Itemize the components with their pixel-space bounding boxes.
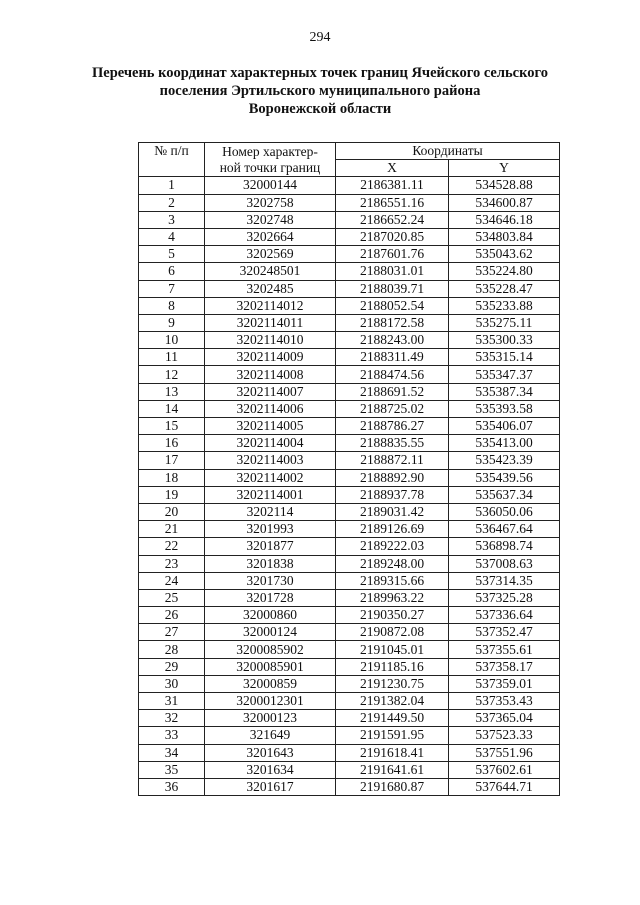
row-number-cell: 4 [139, 228, 205, 245]
row-number-cell: 34 [139, 744, 205, 761]
y-coordinate-cell: 537365.04 [449, 710, 560, 727]
header-point-line-1: Номер характер- [222, 143, 318, 159]
row-number-cell: 26 [139, 607, 205, 624]
x-coordinate-cell: 2189031.42 [336, 503, 449, 520]
table-row [139, 572, 560, 589]
row-number-cell: 33 [139, 727, 205, 744]
y-coordinate-cell: 537644.71 [449, 778, 560, 795]
page-number: 294 [309, 30, 331, 45]
row-number-cell: 10 [139, 332, 205, 349]
point-number-cell: 32000124 [205, 624, 336, 641]
point-number-cell: 320248501 [205, 263, 336, 280]
table-row [139, 555, 560, 572]
header-y: Y [449, 160, 560, 177]
point-number-cell: 3202114005 [205, 418, 336, 435]
row-number-cell: 13 [139, 383, 205, 400]
point-number-cell: 32000123 [205, 710, 336, 727]
header-row-number: № п/п [139, 143, 205, 177]
point-number-cell: 3201617 [205, 778, 336, 795]
x-coordinate-cell: 2191185.16 [336, 658, 449, 675]
x-coordinate-cell: 2186652.24 [336, 211, 449, 228]
row-number-cell: 15 [139, 418, 205, 435]
x-coordinate-cell: 2191680.87 [336, 778, 449, 795]
x-coordinate-cell: 2191641.61 [336, 761, 449, 778]
y-coordinate-cell: 535406.07 [449, 418, 560, 435]
table-row [139, 349, 560, 366]
x-coordinate-cell: 2189248.00 [336, 555, 449, 572]
point-number-cell: 32000144 [205, 177, 336, 194]
table-row [139, 538, 560, 555]
point-number-cell: 3202114008 [205, 366, 336, 383]
y-coordinate-cell: 534803.84 [449, 228, 560, 245]
row-number-cell: 3 [139, 211, 205, 228]
title-line-2: поселения Эртильского муниципального района [159, 83, 481, 99]
point-number-cell: 3201993 [205, 521, 336, 538]
header-coordinates: Координаты [336, 143, 560, 160]
y-coordinate-cell: 537355.61 [449, 641, 560, 658]
x-coordinate-cell: 2188872.11 [336, 452, 449, 469]
table-row [139, 366, 560, 383]
y-coordinate-cell: 535228.47 [449, 280, 560, 297]
row-number-cell: 22 [139, 538, 205, 555]
table-row [139, 194, 560, 211]
x-coordinate-cell: 2189315.66 [336, 572, 449, 589]
table-row [139, 400, 560, 417]
point-number-cell: 3202485 [205, 280, 336, 297]
x-coordinate-cell: 2187020.85 [336, 228, 449, 245]
point-number-cell: 3202114007 [205, 383, 336, 400]
table-row [139, 624, 560, 641]
y-coordinate-cell: 537314.35 [449, 572, 560, 589]
row-number-cell: 21 [139, 521, 205, 538]
point-number-cell: 3202114 [205, 503, 336, 520]
point-number-cell: 3201728 [205, 589, 336, 606]
y-coordinate-cell: 535439.56 [449, 469, 560, 486]
y-coordinate-cell: 535387.34 [449, 383, 560, 400]
table-row [139, 383, 560, 400]
y-coordinate-cell: 534528.88 [449, 177, 560, 194]
row-number-cell: 12 [139, 366, 205, 383]
point-number-cell: 3201643 [205, 744, 336, 761]
x-coordinate-cell: 2191618.41 [336, 744, 449, 761]
y-coordinate-cell: 536050.06 [449, 503, 560, 520]
table-row [139, 435, 560, 452]
row-number-cell: 30 [139, 675, 205, 692]
x-coordinate-cell: 2191230.75 [336, 675, 449, 692]
x-coordinate-cell: 2191591.95 [336, 727, 449, 744]
y-coordinate-cell: 535423.39 [449, 452, 560, 469]
y-coordinate-cell: 535413.00 [449, 435, 560, 452]
x-coordinate-cell: 2188725.02 [336, 400, 449, 417]
table-row [139, 263, 560, 280]
row-number-cell: 20 [139, 503, 205, 520]
y-coordinate-cell: 537523.33 [449, 727, 560, 744]
table-row [139, 744, 560, 761]
y-coordinate-cell: 537352.47 [449, 624, 560, 641]
row-number-cell: 17 [139, 452, 205, 469]
x-coordinate-cell: 2191382.04 [336, 693, 449, 710]
table-row [139, 641, 560, 658]
x-coordinate-cell: 2186551.16 [336, 194, 449, 211]
x-coordinate-cell: 2186381.11 [336, 177, 449, 194]
row-number-cell: 1 [139, 177, 205, 194]
row-number-cell: 19 [139, 486, 205, 503]
x-coordinate-cell: 2188937.78 [336, 486, 449, 503]
point-number-cell: 3202114004 [205, 435, 336, 452]
table-row [139, 246, 560, 263]
table-row [139, 418, 560, 435]
point-number-cell: 3202114006 [205, 400, 336, 417]
row-number-cell: 9 [139, 314, 205, 331]
x-coordinate-cell: 2188691.52 [336, 383, 449, 400]
table-row [139, 503, 560, 520]
point-number-cell: 3202114012 [205, 297, 336, 314]
y-coordinate-cell: 537359.01 [449, 675, 560, 692]
row-number-cell: 36 [139, 778, 205, 795]
table-row [139, 675, 560, 692]
table-row [139, 452, 560, 469]
x-coordinate-cell: 2188052.54 [336, 297, 449, 314]
row-number-cell: 29 [139, 658, 205, 675]
table-row [139, 469, 560, 486]
point-number-cell: 3202758 [205, 194, 336, 211]
row-number-cell: 11 [139, 349, 205, 366]
point-number-cell: 3202114003 [205, 452, 336, 469]
y-coordinate-cell: 537325.28 [449, 589, 560, 606]
table-row [139, 589, 560, 606]
y-coordinate-cell: 535315.14 [449, 349, 560, 366]
table-row [139, 314, 560, 331]
point-number-cell: 3200085901 [205, 658, 336, 675]
y-coordinate-cell: 535393.58 [449, 400, 560, 417]
x-coordinate-cell: 2191449.50 [336, 710, 449, 727]
point-number-cell: 3202114002 [205, 469, 336, 486]
y-coordinate-cell: 534646.18 [449, 211, 560, 228]
x-coordinate-cell: 2188474.56 [336, 366, 449, 383]
point-number-cell: 3202114009 [205, 349, 336, 366]
x-coordinate-cell: 2189126.69 [336, 521, 449, 538]
x-coordinate-cell: 2188243.00 [336, 332, 449, 349]
table-header [139, 143, 560, 177]
y-coordinate-cell: 535275.11 [449, 314, 560, 331]
x-coordinate-cell: 2190872.08 [336, 624, 449, 641]
y-coordinate-cell: 537358.17 [449, 658, 560, 675]
point-number-cell: 321649 [205, 727, 336, 744]
header-point-number [205, 143, 336, 177]
point-number-cell: 3202114010 [205, 332, 336, 349]
table-row [139, 693, 560, 710]
point-number-cell: 3201730 [205, 572, 336, 589]
row-number-cell: 28 [139, 641, 205, 658]
x-coordinate-cell: 2188835.55 [336, 435, 449, 452]
row-number-cell: 35 [139, 761, 205, 778]
x-coordinate-cell: 2188311.49 [336, 349, 449, 366]
y-coordinate-cell: 537551.96 [449, 744, 560, 761]
table-row [139, 280, 560, 297]
point-number-cell: 3200012301 [205, 693, 336, 710]
point-number-cell: 3201877 [205, 538, 336, 555]
point-number-cell: 3202664 [205, 228, 336, 245]
x-coordinate-cell: 2188892.90 [336, 469, 449, 486]
x-coordinate-cell: 2187601.76 [336, 246, 449, 263]
row-number-cell: 2 [139, 194, 205, 211]
point-number-cell: 3202114011 [205, 314, 336, 331]
point-number-cell: 3201838 [205, 555, 336, 572]
table-row [139, 297, 560, 314]
table-body [139, 177, 560, 796]
table-row [139, 332, 560, 349]
table-row [139, 710, 560, 727]
title-line-3: Воронежской области [248, 101, 392, 117]
table-row [139, 211, 560, 228]
table-row [139, 521, 560, 538]
title-line-1: Перечень координат характерных точек границ Ячейского сельского [91, 65, 548, 81]
table-row [139, 658, 560, 675]
row-number-cell: 18 [139, 469, 205, 486]
row-number-cell: 31 [139, 693, 205, 710]
y-coordinate-cell: 537602.61 [449, 761, 560, 778]
row-number-cell: 25 [139, 589, 205, 606]
header-point-line-2: ной точки границ [219, 159, 321, 175]
point-number-cell: 3200085902 [205, 641, 336, 658]
row-number-cell: 27 [139, 624, 205, 641]
point-number-cell: 3202114001 [205, 486, 336, 503]
point-number-cell: 3201634 [205, 761, 336, 778]
x-coordinate-cell: 2188172.58 [336, 314, 449, 331]
row-number-cell: 6 [139, 263, 205, 280]
point-number-cell: 3202748 [205, 211, 336, 228]
row-number-cell: 14 [139, 400, 205, 417]
coordinates-table [138, 142, 560, 796]
y-coordinate-cell: 534600.87 [449, 194, 560, 211]
document-title [60, 64, 580, 118]
row-number-cell: 8 [139, 297, 205, 314]
row-number-cell: 7 [139, 280, 205, 297]
x-coordinate-cell: 2189222.03 [336, 538, 449, 555]
y-coordinate-cell: 535233.88 [449, 297, 560, 314]
y-coordinate-cell: 535300.33 [449, 332, 560, 349]
y-coordinate-cell: 537353.43 [449, 693, 560, 710]
table-row [139, 228, 560, 245]
header-x: X [336, 160, 449, 177]
row-number-cell: 24 [139, 572, 205, 589]
table-row [139, 761, 560, 778]
y-coordinate-cell: 535043.62 [449, 246, 560, 263]
y-coordinate-cell: 535637.34 [449, 486, 560, 503]
y-coordinate-cell: 535224.80 [449, 263, 560, 280]
x-coordinate-cell: 2188786.27 [336, 418, 449, 435]
y-coordinate-cell: 535347.37 [449, 366, 560, 383]
table-row [139, 177, 560, 194]
x-coordinate-cell: 2191045.01 [336, 641, 449, 658]
x-coordinate-cell: 2188039.71 [336, 280, 449, 297]
table-row [139, 607, 560, 624]
x-coordinate-cell: 2188031.01 [336, 263, 449, 280]
x-coordinate-cell: 2189963.22 [336, 589, 449, 606]
y-coordinate-cell: 536898.74 [449, 538, 560, 555]
y-coordinate-cell: 537008.63 [449, 555, 560, 572]
x-coordinate-cell: 2190350.27 [336, 607, 449, 624]
y-coordinate-cell: 537336.64 [449, 607, 560, 624]
point-number-cell: 32000860 [205, 607, 336, 624]
table-row [139, 778, 560, 795]
row-number-cell: 16 [139, 435, 205, 452]
table-row [139, 486, 560, 503]
row-number-cell: 23 [139, 555, 205, 572]
row-number-cell: 5 [139, 246, 205, 263]
point-number-cell: 32000859 [205, 675, 336, 692]
y-coordinate-cell: 536467.64 [449, 521, 560, 538]
row-number-cell: 32 [139, 710, 205, 727]
point-number-cell: 3202569 [205, 246, 336, 263]
table-row [139, 727, 560, 744]
